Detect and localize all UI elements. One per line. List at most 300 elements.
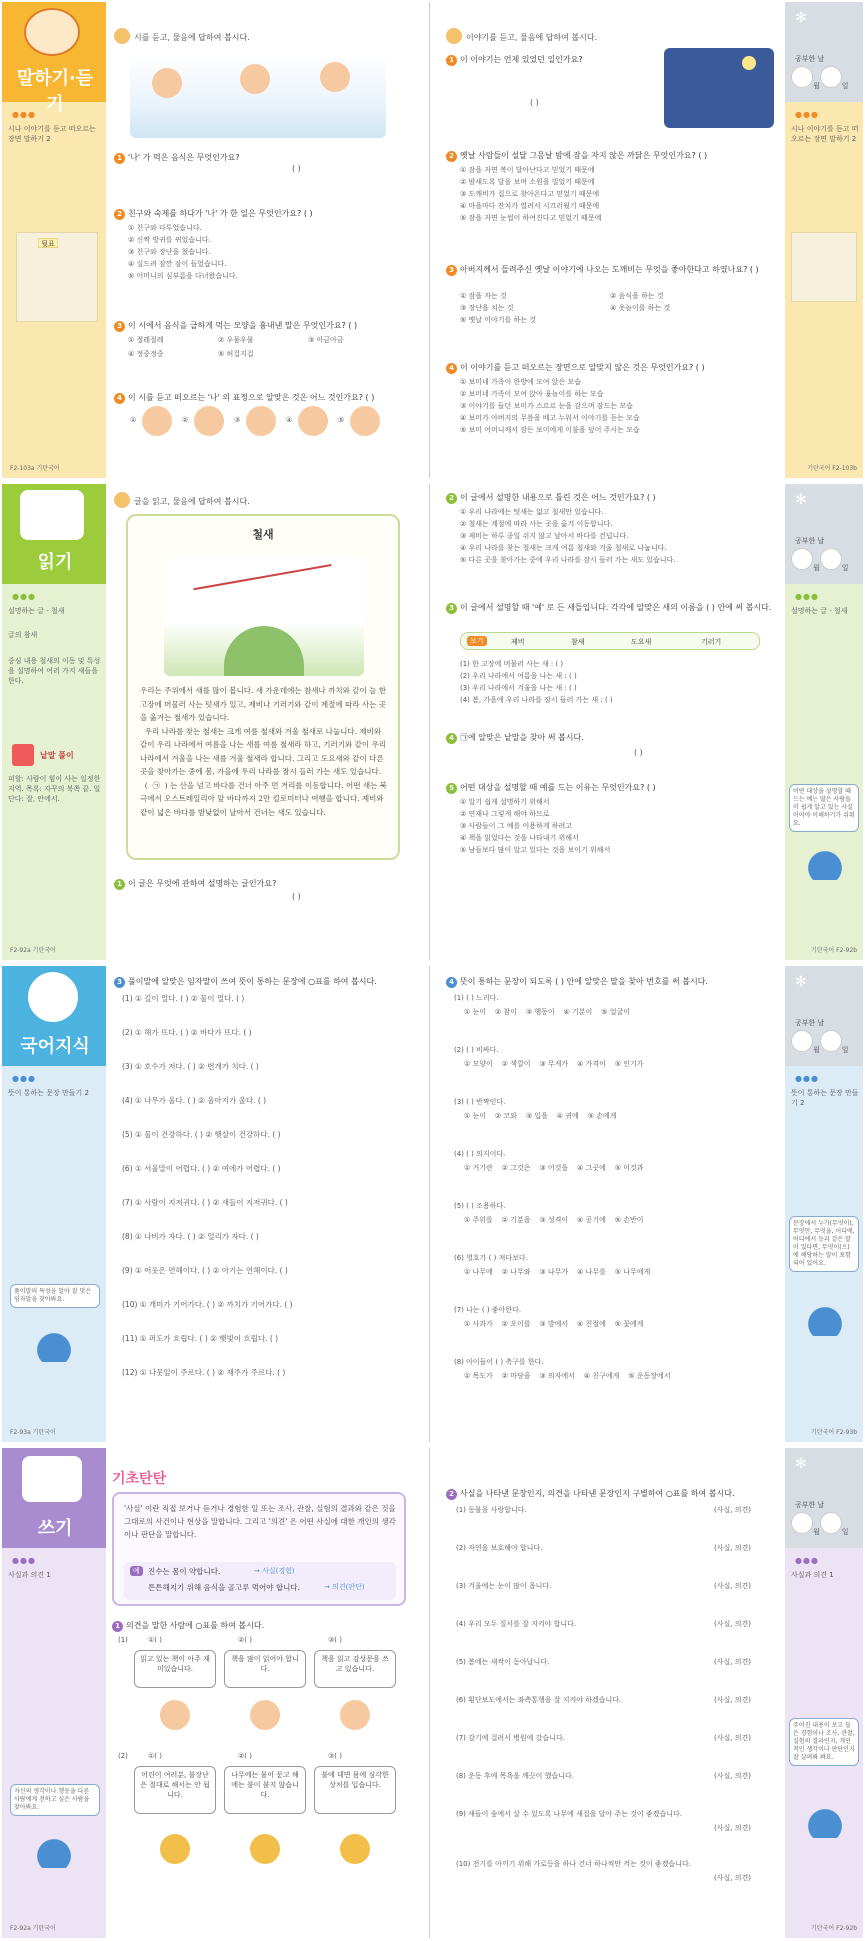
question-4: [114, 392, 374, 404]
dog-mascot: [795, 1798, 855, 1838]
question-5-text: 어떤 대상을 설명할 때 예를 드는 이유는 무엇인가요? ( ): [460, 783, 656, 792]
speech-bubble: 책을 읽고 감상문을 쓰고 있습니다.: [314, 1650, 396, 1688]
kids-reading-illustration: [130, 54, 386, 138]
subject-title: 국어지식: [20, 1036, 90, 1057]
dog-mascot: [795, 840, 855, 880]
q4-option[interactable]: ①: [130, 416, 137, 424]
q4-option[interactable]: ⑤ 보미 어머니께서 잠든 보미에게 이불을 덮어 주시는 모습: [460, 426, 640, 434]
question-number-2: 2: [446, 1489, 457, 1500]
example-2-note: → 의견(판단): [324, 1583, 365, 1591]
word-title: 낱말 풀이: [40, 751, 74, 760]
question-1: [114, 152, 240, 164]
q2-option[interactable]: ② 신짝 방귀를 뀌었습니다.: [128, 236, 211, 244]
question-number-3: 3: [114, 977, 125, 988]
question-3-text: 이 글에서 설명할 때 '예' 로 든 새들입니다. 각각에 알맞은 새의 이름을 ( ) 안에 써 봅시다.: [460, 603, 772, 612]
word-choice: 도요새: [631, 638, 652, 646]
month-label: 월: [813, 1528, 820, 1536]
month-label: 월: [813, 564, 820, 572]
q2-option[interactable]: ④ 우리 나라를 찾는 철새는 크게 여름 철새와 겨울 철새로 나눕니다.: [460, 544, 667, 552]
q5-option[interactable]: ② 연재나 그렇게 해야 하므로: [460, 810, 550, 818]
story-title: 철새: [252, 528, 274, 541]
question-2: [446, 150, 707, 162]
question-1: [114, 878, 276, 890]
story-box: [126, 514, 400, 860]
stamp-label: 공부한 날: [795, 1019, 825, 1027]
pair-item[interactable]: (3) ① 호수가 저다. ( ) ② 번개가 치다. ( ): [122, 1062, 259, 1071]
question-4: [446, 732, 584, 744]
q4-option[interactable]: ④: [286, 416, 293, 424]
question-number-5: 5: [446, 783, 457, 794]
example-label: 예: [130, 1566, 143, 1576]
fact-opinion-choice[interactable]: (사실, 의견): [714, 1544, 751, 1552]
q3-item[interactable]: (2) 우리 나라에서 여름을 나는 새 : ( ): [460, 672, 577, 680]
group-stem: (1) ( ) 느리다.: [454, 994, 499, 1002]
day-circle[interactable]: [820, 66, 842, 88]
level-dots: ●●●: [12, 1074, 36, 1083]
level-dots: ●●●: [795, 1556, 819, 1565]
level-dots: ●●●: [795, 110, 819, 119]
question-number-1: 1: [114, 879, 125, 890]
day-label: 일: [841, 1528, 849, 1536]
q3-option[interactable]: ① 잠을 자는 것: [460, 292, 507, 300]
level-dots: ●●●: [795, 1074, 819, 1083]
kid-writing-illustration: [22, 1456, 82, 1502]
tip-bubble: 문장에서 누가(무엇이), 무엇만, 무엇을, 어디에, 어디에서 등과 같은 말이 있다면, 무엇이(으)에 해당하는 말이 포함되어 있어요.: [789, 1216, 859, 1272]
page-4-sidebar: [785, 484, 863, 960]
stamp-label: 공부한 날: [795, 537, 825, 545]
question-4-text: 뜻이 통하는 문장이 되도록 ( ) 안에 알맞은 말을 찾아 번호를 써 봅시다.: [460, 977, 708, 986]
birds-over-mountain-illustration: [164, 556, 364, 676]
pair-item[interactable]: (9) ① 어웃은 연해이다. ( ) ② 아기는 연해이다. ( ): [122, 1266, 288, 1275]
word-box-label: 보기: [467, 636, 487, 646]
face-option-2[interactable]: [194, 406, 224, 436]
icon-pencil-kid: [114, 28, 130, 44]
statement-item: (8) 운동 후에 목욕을 깨끗이 했습니다.: [456, 1772, 574, 1780]
snowflake-icon: ✻: [795, 492, 807, 508]
date-circles: [791, 548, 849, 573]
lesson-desc: 설명하는 글 - 철새: [791, 607, 848, 615]
tip-bubble: 자신의 생각이나 행동을 다른 사람에게 전하고 싶은 사람을 찾아봐요.: [10, 1784, 100, 1816]
question-number-4: 4: [446, 977, 457, 988]
lesson-desc: 시나 이야기를 듣고 떠오르는 장면 말하기 2: [8, 125, 96, 143]
word-choice: 제비: [511, 638, 525, 646]
pair-item[interactable]: (2) ① 해가 뜨다. ( ) ② 바다가 뜨다. ( ): [122, 1028, 252, 1037]
dog-mascot: [795, 1296, 855, 1336]
q3-option[interactable]: ⑤ 허겁지겁: [218, 350, 254, 358]
page-footer: 기탄국어 F2-92b: [811, 947, 857, 954]
q2-option[interactable]: ⑤ 다른 곳을 찾아가는 중에 우리 나라를 잠시 들러 가는 새도 있습니다.: [460, 556, 676, 564]
group-options[interactable]: ① 눈이 ② 코와 ③ 입을 ④ 귀에 ⑤ 손에게: [464, 1112, 617, 1120]
lesson-genre: 글의 참새: [8, 631, 38, 639]
memo-note: [791, 232, 857, 302]
day-circle[interactable]: [820, 548, 842, 570]
question-number-4: 4: [114, 393, 125, 404]
q2-option[interactable]: ④ 마을마다 잔치가 열려서 시끄러웠기 때문에: [460, 202, 600, 210]
girl-illustration: [24, 8, 80, 56]
level-dots: ●●●: [795, 592, 819, 601]
page-6-sidebar: [785, 966, 863, 1442]
speech-bubble: 책을 많이 읽어야 합니다.: [224, 1650, 306, 1688]
date-circles: [791, 1512, 849, 1537]
icon-pencil-kid: [446, 28, 462, 44]
month-circle[interactable]: [791, 1030, 813, 1052]
group-stem: (8) 아이들이 ( ) 축구를 한다.: [454, 1358, 544, 1366]
question-5: [446, 782, 656, 794]
question-3-text: 풀이말에 알맞은 임자말이 쓰여 뜻이 통하는 문장에 ○표를 하여 봅시다.: [128, 977, 377, 986]
memo-tag: 뒷표: [38, 238, 58, 248]
page-2-sidebar: [785, 2, 863, 478]
face-option-3[interactable]: [246, 406, 276, 436]
q3-option[interactable]: ④ 옷놀이를 하는 것: [610, 304, 671, 312]
stamp-label: 공부한 날: [795, 55, 825, 63]
question-number-2: 2: [446, 493, 457, 504]
day-label: 일: [841, 564, 849, 572]
q2-option[interactable]: ① 우리 나라에는 텃새는 없고 철새만 있습니다.: [460, 508, 604, 516]
page-5-sidebar: [2, 966, 106, 1442]
question-3: [446, 602, 776, 614]
subject-title: 읽기: [37, 552, 73, 573]
q4-option[interactable]: ⑤: [338, 416, 345, 424]
page-footer: F2-103a 기탄국어: [10, 465, 60, 472]
q5-option[interactable]: ④ 책을 읽었다는 것을 나타내기 위해서: [460, 834, 579, 842]
dog-mascot: [24, 1322, 84, 1362]
question-2: [446, 1488, 735, 1500]
snowflake-icon: ✻: [795, 1456, 807, 1472]
pair-item[interactable]: (4) ① 나무가 울다. ( ) ② 울아지가 울다. ( ): [122, 1096, 267, 1105]
fact-opinion-choice[interactable]: (사실, 의견): [714, 1658, 751, 1666]
question-number-2: 2: [446, 151, 457, 162]
question-number-4: 4: [446, 733, 457, 744]
q2-option[interactable]: ② 철새는 계절에 따라 사는 곳을 옮겨 이동합니다.: [460, 520, 613, 528]
day-circle[interactable]: [820, 1512, 842, 1534]
pair-item[interactable]: (5) ① 물이 건강하다. ( ) ② 햇살이 건강하다. ( ): [122, 1130, 281, 1139]
question-2: [114, 208, 313, 220]
page-footer: 기탄국어 F2-103b: [807, 465, 857, 472]
pair-item[interactable]: (7) ① 사람이 지저귀다. ( ) ② 새들이 지저귀다. ( ): [122, 1198, 288, 1207]
question-3: [114, 976, 377, 988]
pair-item[interactable]: (10) ① 개미가 기어가다. ( ) ② 까치가 기어가다. ( ): [122, 1300, 293, 1309]
page-1-sidebar: [2, 2, 106, 478]
question-number-1: 1: [114, 153, 125, 164]
page-3-sidebar: [2, 484, 106, 960]
q2-option[interactable]: ④ 실드려 잠깐 잠이 들었습니다.: [128, 260, 227, 268]
word-explanation: 피할: 사람이 힘이 사는 일정한 지역. 목록: 자꾸의 북쪽 끝. 일단다: 잘, 안에서.: [8, 775, 101, 803]
firefighter-figure: [340, 1834, 370, 1864]
mountain-shape: [224, 626, 304, 676]
month-label: 월: [813, 82, 820, 90]
answer-blank-1[interactable]: ( ): [292, 164, 301, 173]
tip-bubble: 풀이말의 특성을 알아 잘 맞은 임자말을 찾아봐요.: [10, 1284, 100, 1308]
example-1: 진수는 몸이 약합니다.: [148, 1567, 221, 1576]
question-number-3: 3: [114, 321, 125, 332]
group-stem: (7) 나는 ( ) 좋아한다.: [454, 1306, 522, 1314]
kid-face-1: [152, 68, 182, 98]
q3-item[interactable]: (3) 우리 나라에서 겨울을 나는 새 : ( ): [460, 684, 577, 692]
question-number-2: 2: [114, 209, 125, 220]
basic-box: [112, 1492, 406, 1606]
question-2: [446, 492, 656, 504]
subject-title: 쓰기: [37, 1518, 73, 1539]
question-3: [446, 264, 776, 276]
tip-bubble: 주어진 내용이 보고 들은 경험이나 조사, 관찰, 실험의 결과인지, 개인적인 생각이나 판단인지 잘 살펴봐 봐요.: [789, 1718, 859, 1766]
statement-item: (10) 전기를 아끼기 위해 가로등을 하나 건너 하나씩만 켜는 것이 좋겠습니다.: [456, 1860, 691, 1868]
fact-opinion-choice[interactable]: (사실, 의견): [714, 1620, 751, 1628]
question-4: [446, 976, 708, 988]
family-night-illustration: [664, 48, 774, 128]
pair-item[interactable]: (11) ① 퍼도가 흐립다. ( ) ② 햇빛이 흐립다. ( ): [122, 1334, 279, 1343]
instruction: 이야기를 듣고, 물음에 답하여 봅시다.: [466, 33, 598, 42]
speech-bubble: 불에 데면 몸에 심각한 상처를 입습니다.: [314, 1766, 396, 1814]
fact-opinion-choice[interactable]: (사실, 의견): [714, 1772, 751, 1780]
question-4-text: ㉠에 알맞은 낱말을 찾아 써 봅시다.: [460, 733, 584, 742]
stamp-area: [785, 2, 863, 102]
level-dots: ●●●: [12, 110, 36, 119]
speech-bubble: 나무에는 물이 묻고 해에는 불이 붙지 않습니다.: [224, 1766, 306, 1814]
face-option-4[interactable]: [298, 406, 328, 436]
question-4-text: 이 시를 듣고 떠오르는 '나' 의 표정으로 알맞은 것은 어느 것인가요? ( ): [128, 393, 375, 402]
q2-option[interactable]: ③ 제비는 하루 종일 쉬지 않고 날아서 바다를 건넙니다.: [460, 532, 629, 540]
fact-opinion-choice[interactable]: (사실, 의견): [714, 1874, 751, 1882]
q3-option[interactable]: ④ 정중정중: [128, 350, 164, 358]
question-1-text: '나' 가 먹은 음식은 무엇인가요?: [128, 153, 240, 162]
question-number-1: 1: [112, 1621, 123, 1632]
day-label: 일: [841, 1046, 849, 1054]
question-number-4: 4: [446, 363, 457, 374]
bird-flock-icon: [193, 564, 334, 608]
story-text: 우리는 주위에서 새를 많이 봅니다. 새 가운데에는 참새나 까치와 같이 늘 한 고장에 머물러 사는 텃새가 있고, 제비나 기러기와 같이 계절에 따라 사는 곳을 옮겨는 철새가 있습니다. 우리 나라를 찾는 철새는 크게 여름 철새와 겨울 철새로 나눕니다. 제비와 같이 우리 나라에서 여름을 나는 새를 여름 철새라 하고, 기러기와 같이 우리 나라에서 겨울을 나는 새를 겨울 철새라 합니다. 그리고 도요새와 같이 다른 곳을 찾아가는 중에 봄, 가을에 우리 나라를 잠시 들러 가는 새도 있습니다. ( ㉠ ) 는 산을 넘고 바다를 건너 아주 먼 거리를 이동합니다. 어떤 새는 북극에서 오스트레일리아 앞 바다까지 2만 킬로미터나 여행을 합니다. 제비와 같이 넓은 바다를 밤낮없이 날아서 건너는 새도 있습니다.: [140, 686, 388, 817]
row-label: (1): [118, 1636, 128, 1644]
question-3-text: 아버지께서 들려주신 옛날 이야기에 나오는 도깨비는 무엇을 좋아한다고 하였나요? ( ): [460, 265, 759, 274]
lesson-main-idea: 중심 내용 철새의 이동 및 특성을 설명하여 여러 가지 새들을 한다.: [8, 657, 101, 685]
q3-option[interactable]: ② 우물우물: [218, 336, 254, 344]
fact-opinion-choice[interactable]: (사실, 의견): [714, 1734, 751, 1742]
page-6: [434, 966, 863, 1442]
question-number-3: 3: [446, 603, 457, 614]
q3-item[interactable]: (1) 한 고장에 머물러 사는 새 : ( ): [460, 660, 564, 668]
word-choice: 참새: [571, 638, 585, 646]
page-1: [2, 2, 430, 478]
group-stem: (4) ( ) 의지이다.: [454, 1150, 506, 1158]
group-options[interactable]: ① 눈이 ② 참이 ③ 행동이 ④ 기분이 ⑤ 얼굴이: [464, 1008, 631, 1016]
day-label: 일: [841, 82, 849, 90]
stamp-area: [785, 484, 863, 584]
q2-option[interactable]: ① 친구와 다투었습니다.: [128, 224, 202, 232]
example-2: 튼튼해지기 위해 음식을 골고루 먹어야 합니다.: [148, 1583, 300, 1592]
lesson-desc: 사실과 의견 1: [8, 1571, 51, 1579]
page-7-sidebar: [2, 1448, 106, 1938]
sun-kid-illustration: [28, 972, 78, 1022]
row-label: (2): [118, 1752, 128, 1760]
pair-item[interactable]: (1) ① 길이 멀다. ( ) ② 물이 멀다. ( ): [122, 994, 245, 1003]
page-5: [2, 966, 430, 1442]
q5-option[interactable]: ⑤ 남들보다 많이 알고 있다는 것을 보이기 위해서: [460, 846, 611, 854]
group-stem: (6) 영호가 ( ) 져다보다.: [454, 1254, 528, 1262]
speech-bubble: 어린이 여러분, 불장난은 절대로 해서는 안 됩니다.: [134, 1766, 216, 1814]
q4-option[interactable]: ②: [182, 416, 189, 424]
page-8: [434, 1448, 863, 1938]
firefighter-figure: [160, 1834, 190, 1864]
face-option-5[interactable]: [350, 406, 380, 436]
group-options[interactable]: ① 거기란 ② 그것은 ③ 어것을 ④ 그곳에 ⑤ 이것과: [464, 1164, 644, 1172]
level-dots: ●●●: [12, 1556, 36, 1565]
question-2-text: 친구와 숙제를 하다가 '나' 가 한 일은 무엇인가요? ( ): [128, 209, 313, 218]
speech-bubble: 읽고 있는 책이 아주 재미있습니다.: [134, 1650, 216, 1688]
q4-option[interactable]: ③: [234, 416, 241, 424]
statement-item: (4) 우리 모두 질서를 잘 지켜야 합니다.: [456, 1620, 577, 1628]
question-4: [446, 362, 705, 374]
page-2: [434, 2, 863, 478]
fact-opinion-choice[interactable]: (사실, 의견): [714, 1506, 751, 1514]
group-options[interactable]: ① 모양이 ② 색깔이 ③ 무게가 ④ 가격이 ⑤ 인기가: [464, 1060, 644, 1068]
child-figure: [160, 1700, 190, 1730]
q2-option[interactable]: ① 잠을 자면 복이 달아난다고 믿었기 때문에: [460, 166, 595, 174]
q3-option[interactable]: ⑤ 옛날 이야기를 하는 것: [460, 316, 537, 324]
page-footer: 기탄국어 F2-93b: [811, 1429, 857, 1436]
question-1-text: 의견을 말한 사람에 ○표를 하여 봅시다.: [126, 1621, 265, 1630]
choice-circle[interactable]: ①( ): [148, 1752, 162, 1760]
dog-mascot: [24, 1828, 84, 1868]
question-1-text: 이 글은 무엇에 관하여 설명하는 글인가요?: [128, 879, 277, 888]
example-box: [124, 1562, 396, 1600]
book-icon: [12, 744, 34, 766]
statement-item: (3) 겨울에는 눈이 많이 옵니다.: [456, 1582, 552, 1590]
month-circle[interactable]: [791, 66, 813, 88]
question-3-text: 이 시에서 음식을 급하게 먹는 모양을 흉내낸 말은 무엇인가요? ( ): [128, 321, 358, 330]
group-stem: (5) ( ) 조용하다.: [454, 1202, 506, 1210]
q5-option[interactable]: ③ 사람들이 그 예를 이용하게 하려고: [460, 822, 573, 830]
statement-item: (9) 새들이 숲에서 살 수 있도록 나무에 새집을 달아 주는 것이 좋겠습니다.: [456, 1810, 682, 1818]
stamp-area: [785, 966, 863, 1066]
choice-circle[interactable]: ③( ): [328, 1636, 342, 1644]
q4-option[interactable]: ③ 이야기를 들던 보미가 스르르 눈을 감으며 잠드는 모습: [460, 402, 633, 410]
choice-circle[interactable]: ③( ): [328, 1752, 342, 1760]
group-options[interactable]: ① 주위를 ② 기분을 ③ 성격이 ④ 공기에 ⑤ 손반이: [464, 1216, 644, 1224]
q3-option[interactable]: ③ 아금아금: [308, 336, 344, 344]
q2-option[interactable]: ② 밤새도록 달을 보며 소원을 빌었기 때문에: [460, 178, 595, 186]
q2-option[interactable]: ③ 도깨비가 집으로 찾아온다고 믿었기 때문에: [460, 190, 600, 198]
page-footer: F2-93a 기탄국어: [10, 1429, 56, 1436]
question-2-text: 사실을 나타낸 문장인지, 의견을 나타낸 문장인지 구별하여 ○표를 하여 봅시다.: [460, 1489, 735, 1498]
word-choice-box: [460, 632, 760, 650]
basic-title: 기초탄탄: [112, 1471, 167, 1487]
q3-option[interactable]: ③ 장난을 치는 것: [460, 304, 514, 312]
pair-item[interactable]: (8) ① 나비가 자다. ( ) ② 얼리가 자다. ( ): [122, 1232, 259, 1241]
group-stem: (2) ( ) 비싸다.: [454, 1046, 499, 1054]
group-options[interactable]: ① 나무에 ② 나무와 ③ 나무가 ④ 나무를 ⑤ 나무에게: [464, 1268, 651, 1276]
fact-opinion-choice[interactable]: (사실, 의견): [714, 1824, 751, 1832]
month-circle[interactable]: [791, 1512, 813, 1534]
fact-opinion-choice[interactable]: (사실, 의견): [714, 1582, 751, 1590]
q4-option[interactable]: ④ 보미가 아버지의 무릎을 베고 누워서 이야기를 듣는 모습: [460, 414, 640, 422]
question-1-text: 이 이야기는 언제 있었던 일인가요?: [460, 55, 583, 64]
page-7: [2, 1448, 430, 1938]
question-2-text: 이 글에서 설명한 내용으로 틀린 것은 어느 것인가요? ( ): [460, 493, 656, 502]
lesson-desc: 뜻이 통하는 문장 만들기 2: [8, 1089, 89, 1097]
q3-option[interactable]: ① 절레절레: [128, 336, 164, 344]
pair-item[interactable]: (6) ① 서울말이 어렵다. ( ) ② 여에가 어렵다. ( ): [122, 1164, 281, 1173]
snowflake-icon: ✻: [795, 974, 807, 990]
moon-icon: [742, 56, 756, 70]
q2-option[interactable]: ⑤ 잠을 자면 눈썹이 하여진다고 믿었기 때문에: [460, 214, 602, 222]
subject-title: 말하기·듣기: [16, 68, 94, 115]
page-footer: F2-92a 기탄국어: [10, 947, 56, 954]
kid-face-2: [240, 64, 270, 94]
statement-item: (2) 자연을 보호해야 합니다.: [456, 1544, 543, 1552]
pair-item[interactable]: (12) ① 나뭇잎이 주르다. ( ) ② 재주가 주르다. ( ): [122, 1368, 286, 1377]
page-footer: F2-92a 기탄국어: [10, 1925, 56, 1932]
q5-option[interactable]: ① 알기 쉽게 설명하기 위해서: [460, 798, 550, 806]
basic-text: '사실' 이란 직접 보거나 듣거나 경험한 일 또는 조사, 관찰, 실험의 결과와 같은 것을 그대로의 사건이나 현상을 말합니다. 그리고 '의견' 은 어떤 사실에 대한 개인의 생각이나 판단을 말합니다.: [124, 1504, 396, 1539]
date-circles: [791, 66, 849, 91]
group-options[interactable]: ① 사과가 ② 오이를 ③ 발에서 ④ 친절에 ⑤ 꽃에게: [464, 1320, 644, 1328]
q3-option[interactable]: ② 음식을 하는 것: [610, 292, 664, 300]
choice-circle[interactable]: ②( ): [238, 1636, 252, 1644]
child-figure: [250, 1700, 280, 1730]
question-number-3: 3: [446, 265, 457, 276]
day-circle[interactable]: [820, 1030, 842, 1052]
snowflake-icon: ✻: [795, 10, 807, 26]
dog-reading-illustration: [20, 490, 84, 540]
page-8-sidebar: [785, 1448, 863, 1938]
statement-item: (6) 횡단보도에서는 좌측통행을 잘 지켜야 하겠습니다.: [456, 1696, 622, 1704]
child-figure: [340, 1700, 370, 1730]
lesson-desc: 뜻이 통하는 문장 만들기 2: [791, 1089, 859, 1107]
group-options[interactable]: ① 목도가 ② 마당을 ③ 의자에서 ④ 친구에게 ⑤ 운동장에서: [464, 1372, 671, 1380]
word-choice: 기러기: [701, 638, 722, 646]
firefighter-figure: [250, 1834, 280, 1864]
q2-option[interactable]: ⑤ 어머니의 심부름을 다녀왔습니다.: [128, 272, 238, 280]
answer-blank-1[interactable]: ( ): [292, 892, 301, 901]
page-4: [434, 484, 863, 960]
question-3: [114, 320, 357, 332]
stamp-label: 공부한 날: [795, 1501, 825, 1509]
q4-option[interactable]: ① 보미네 가족이 한방에 모여 앉은 모습: [460, 378, 582, 386]
lesson-desc: 시나 이야기를 듣고 떠오르는 장면 말하기 2: [791, 125, 859, 143]
date-circles: [791, 1030, 849, 1055]
lesson-desc: 사실과 의견 1: [791, 1571, 834, 1579]
question-1: [446, 54, 583, 66]
lesson-desc: 설명하는 글 - 철새: [8, 607, 65, 615]
month-circle[interactable]: [791, 548, 813, 570]
choice-circle[interactable]: ①( ): [148, 1636, 162, 1644]
instruction: 글을 읽고, 물음에 답하여 봅시다.: [134, 497, 250, 506]
tip-bubble: 어떤 대상을 설명할 때 드는 예는 많은 사람들이 쉽게 알고 있는 사실이어야 이해하기가 쉬워요.: [789, 784, 859, 832]
group-stem: (3) ( ) 반짝인다.: [454, 1098, 506, 1106]
page-3: [2, 484, 430, 960]
statement-item: (7) 감기에 걸려서 병원에 갔습니다.: [456, 1734, 565, 1742]
month-label: 월: [813, 1046, 820, 1054]
q3-item[interactable]: (4) 봄, 가을에 우리 나라를 잠시 들러 가는 새 : ( ): [460, 696, 613, 704]
question-4-text: 이 이야기를 듣고 떠오르는 장면으로 알맞지 않은 것은 무엇인가요? ( ): [460, 363, 705, 372]
level-dots: ●●●: [12, 592, 36, 601]
example-1-note: → 사실(경험): [254, 1567, 295, 1575]
question-2-text: 옛날 사람들이 설달 그믐날 밤에 잠을 자지 않은 까닭은 무엇인가요? ( ): [460, 151, 708, 160]
kid-face-3: [320, 62, 350, 92]
fact-opinion-choice[interactable]: (사실, 의견): [714, 1696, 751, 1704]
page-footer: 기탄국어 F2-92b: [811, 1925, 857, 1932]
statement-item: (5) 봄에는 새싹이 돋아납니다.: [456, 1658, 550, 1666]
icon-pencil-kid: [114, 492, 130, 508]
q2-option[interactable]: ③ 친구와 장난을 쳤습니다.: [128, 248, 211, 256]
answer-blank-1[interactable]: ( ): [530, 98, 539, 107]
question-number-1: 1: [446, 55, 457, 66]
q4-option[interactable]: ② 보미네 가족이 모여 앉아 윷놀이를 하는 모습: [460, 390, 604, 398]
statement-item: (1) 동물을 사랑합니다.: [456, 1506, 527, 1514]
answer-blank-4[interactable]: ( ): [634, 748, 643, 757]
face-option-1[interactable]: [142, 406, 172, 436]
question-1: [112, 1620, 264, 1632]
choice-circle[interactable]: ②( ): [238, 1752, 252, 1760]
